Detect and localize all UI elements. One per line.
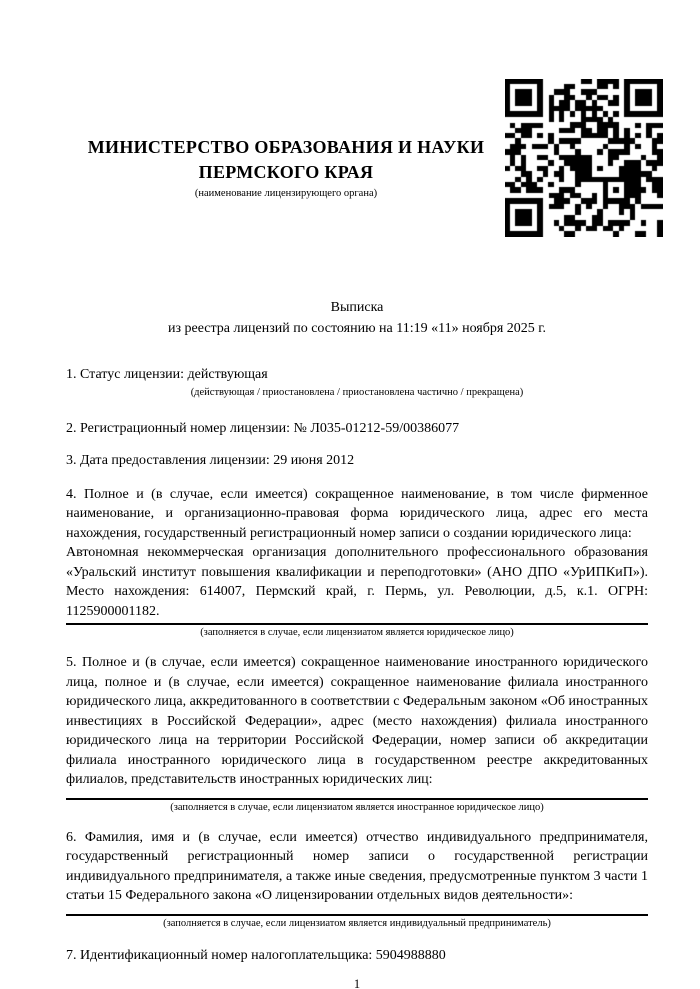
ministry-name-line2: ПЕРМСКОГО КРАЯ [198, 162, 374, 182]
entrepreneur-hint: (заполняется в случае, если лицензиатом является индивидуальный предприниматель) [163, 917, 551, 929]
title-line1: Выписка [330, 300, 384, 315]
entrepreneur-label: 6. Фамилия, имя и (в случае, если имеется) отчество индивидуального предпринимателя, государственный регистрационный номер записи о государственной регистрации индивидуального предпринимателя, а также иные сведения, предусмотренные пунктом 3 части 1 статьи 15 Федерального закона «О лицензировании отдельных видов деятельности»: [66, 829, 648, 903]
item-license-status [66, 365, 648, 400]
legal-entity-hint: (заполняется в случае, если лицензиатом является юридическое лицо) [200, 627, 514, 638]
fill-line [66, 623, 648, 625]
page-number: 1 [353, 977, 361, 989]
item-legal-entity [66, 485, 648, 641]
item-individual-entrepreneur [66, 828, 648, 931]
item-foreign-entity [66, 653, 648, 815]
fill-line [66, 914, 648, 916]
document-title [66, 297, 648, 339]
ministry-name-line1: МИНИСТЕРСТВО ОБРАЗОВАНИЯ И НАУКИ [87, 137, 485, 157]
registration-number-text: 2. Регистрационный номер лицензии: № Л035-01212-59/00386077 [66, 420, 460, 436]
item-registration-number [66, 419, 648, 439]
licensing-authority-header [66, 0, 506, 201]
item-grant-date [66, 451, 648, 471]
grant-date-text: 3. Дата предоставления лицензии: 29 июня 2012 [66, 453, 355, 468]
legal-entity-label: 4. Полное и (в случае, если имеется) сокращенное наименование, в том числе фирменное наименование, и организационно-правовая форма юридического лица, адрес его места нахождения, государственный регистрационный номер записи о создании юридического лица: [66, 486, 648, 541]
foreign-entity-label: 5. Полное и (в случае, если имеется) сокращенное наименование иностранного юридического лица, полное и (в случае, если имеется) сокращенное наименование филиала иностранного юридического лица, аккредитованного в соответствии с Федеральным законом «Об иностранных инвестициях в Российской Федерации», адрес (место нахождения) филиала иностранного юридического лица на территории Российской Федерации, номер записи об аккредитации филиала иностранного юридического лица в государственном реестре аккредитованных филиалов, представительств иностранных юридических лиц: [66, 655, 648, 787]
fill-line [66, 798, 648, 800]
item-taxpayer-number [66, 946, 648, 966]
authority-caption: (наименование лицензирующего органа) [194, 188, 378, 199]
qr-code-icon [505, 79, 663, 237]
license-status-hint: (действующая / приостановлена / приостановлена частично / прекращена) [190, 386, 524, 398]
license-status-text: 1. Статус лицензии: действующая [66, 367, 268, 382]
title-line2: из реестра лицензий по состоянию на 11:19 «11» ноября 2025 г. [168, 321, 546, 336]
foreign-entity-hint: (заполняется в случае, если лицензиатом является иностранное юридическое лицо) [170, 801, 544, 813]
taxpayer-number-text: 7. Идентификационный номер налогоплательщика: 5904988880 [66, 947, 446, 963]
legal-entity-value: Автономная некоммерческая организация дополнительного профессионального образования «Уральский институт повышения квалификации и переподготовки» (АНО ДПО «УрИПКиП»). Место нахождения: 614007, Пермский край, г. Пермь, ул. Революции, д.5, к.1. ОГРН: 1125900001182. [66, 545, 648, 619]
